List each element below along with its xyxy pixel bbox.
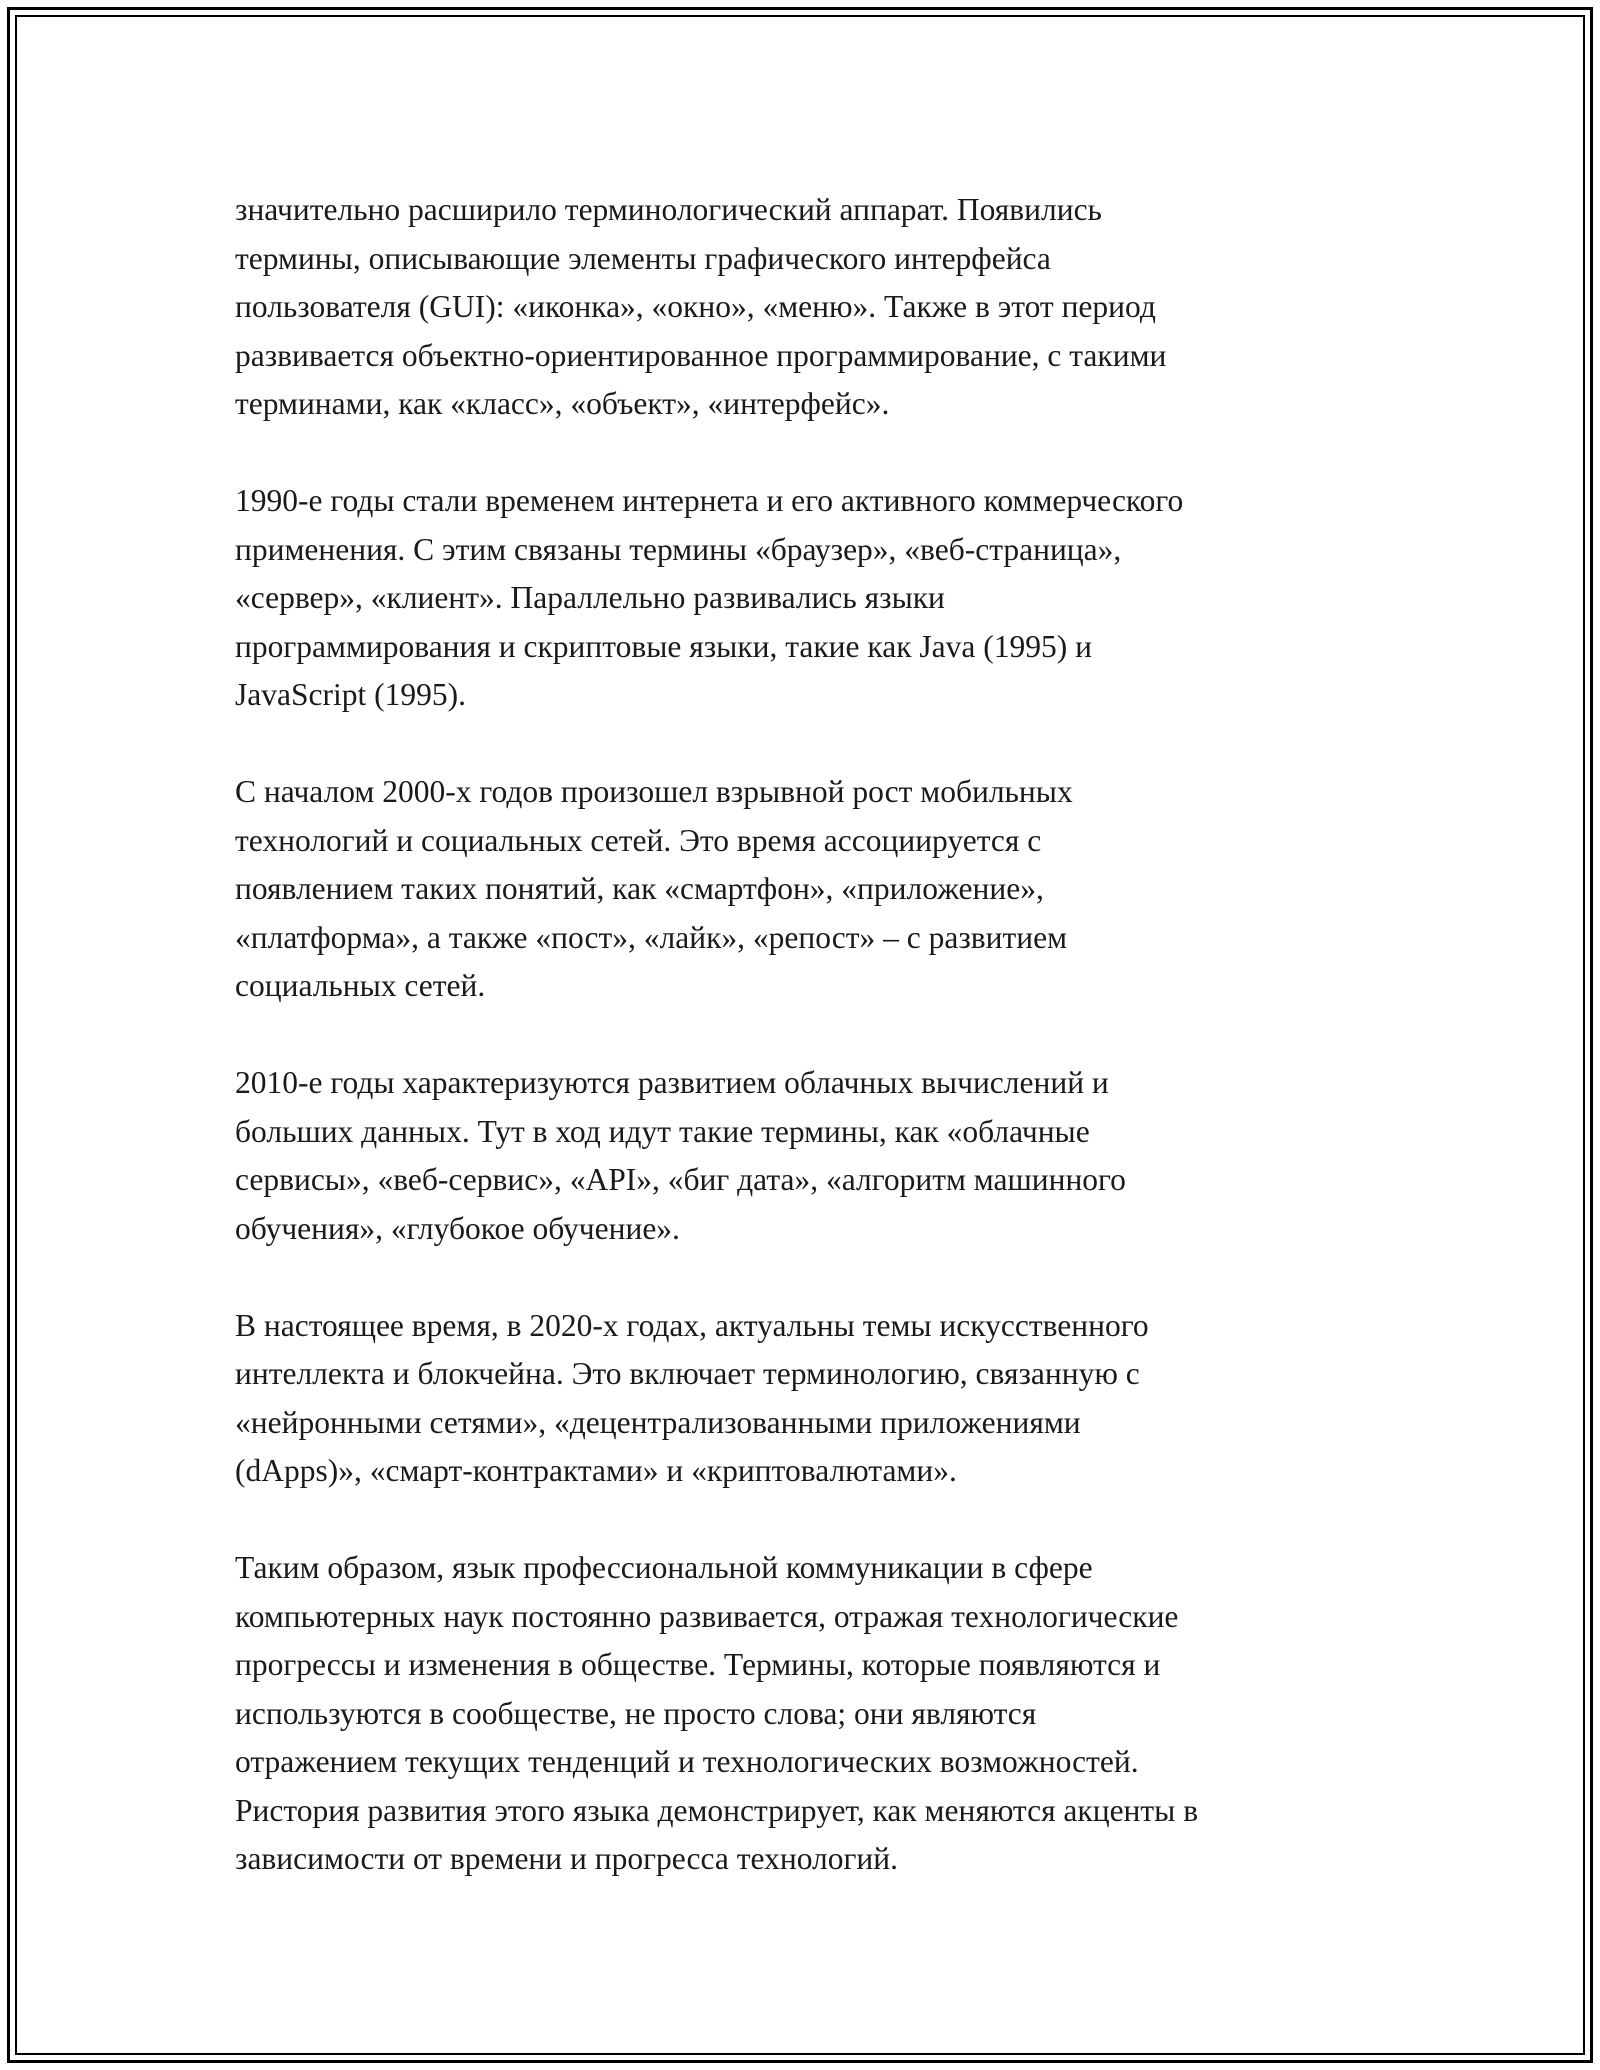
text-line: В настоящее время, в 2020-х годах, актуальны темы искусственного xyxy=(235,1307,1149,1343)
text-line: обучения», «глубокое обучение». xyxy=(235,1210,680,1246)
text-line: 2010-е годы характеризуются развитием облачных вычислений и xyxy=(235,1065,1109,1100)
text-line: (dApps)», «смарт-контрактами» и «криптовалютами». xyxy=(235,1453,957,1488)
text-line: сервисы», «веб-сервис», «API», «биг дата», «алгоритм машинного xyxy=(235,1162,1126,1197)
text-line: используются в сообществе, не просто слова; они являются xyxy=(235,1695,1037,1731)
text-line: «сервер», «клиент». Параллельно развивались языки xyxy=(235,580,945,615)
text-line: термины, описывающие элементы графического интерфейса xyxy=(235,240,1051,276)
paragraph-conclusion xyxy=(235,1544,1395,1884)
paragraph-2010s xyxy=(235,1059,1395,1253)
text-line: отражением текущих тенденций и технологических возможностей. xyxy=(235,1744,1139,1779)
document-body xyxy=(235,186,1395,1884)
text-line: появлением таких понятий, как «смартфон», «приложение», xyxy=(235,871,1044,906)
text-line: больших данных. Тут в ход идут такие термины, как «облачные xyxy=(235,1113,1090,1149)
paragraph-2000s xyxy=(235,768,1395,1011)
text-line: «нейронными сетями», «децентрализованными приложениями xyxy=(235,1404,1081,1440)
paragraph-gui-terms xyxy=(235,186,1395,429)
text-line: социальных сетей. xyxy=(235,968,486,1003)
text-line: применения. С этим связаны термины «браузер», «веб-страница», xyxy=(235,531,1122,567)
paragraph-1990s xyxy=(235,477,1395,720)
text-line: прогрессы и изменения в обществе. Термины, которые появляются и xyxy=(235,1647,1161,1682)
text-line: пользователя (GUI): «иконка», «окно», «меню». Также в этот период xyxy=(235,289,1156,324)
text-line: зависимости от времени и прогресса технологий. xyxy=(235,1841,899,1876)
paragraph-2020s xyxy=(235,1302,1395,1496)
text-line: программирования и скриптовые языки, такие как Java (1995) и xyxy=(235,628,1092,664)
text-line: Ристория развития этого языка демонстрирует, как меняются акценты в xyxy=(235,1792,1199,1828)
text-line: терминами, как «класс», «объект», «интерфейс». xyxy=(235,386,890,421)
text-line: интеллекта и блокчейна. Это включает терминологию, связанную с xyxy=(235,1356,1140,1391)
text-line: технологий и социальных сетей. Это время ассоциируется с xyxy=(235,822,1042,858)
text-line: развивается объектно-ориентированное программирование, с такими xyxy=(235,337,1167,373)
text-line: 1990-е годы стали временем интернета и его активного коммерческого xyxy=(235,483,1184,518)
text-line: «платформа», а также «пост», «лайк», «репост» – с развитием xyxy=(235,919,1068,955)
text-line: С началом 2000-х годов произошел взрывной рост мобильных xyxy=(235,774,1073,809)
text-line: JavaScript (1995). xyxy=(235,677,466,712)
text-line: значительно расширило терминологический аппарат. Появились xyxy=(235,192,1102,227)
text-line: компьютерных наук постоянно развивается, отражая технологические xyxy=(235,1598,1179,1634)
text-line: Таким образом, язык профессиональной коммуникации в сфере xyxy=(235,1550,1093,1585)
